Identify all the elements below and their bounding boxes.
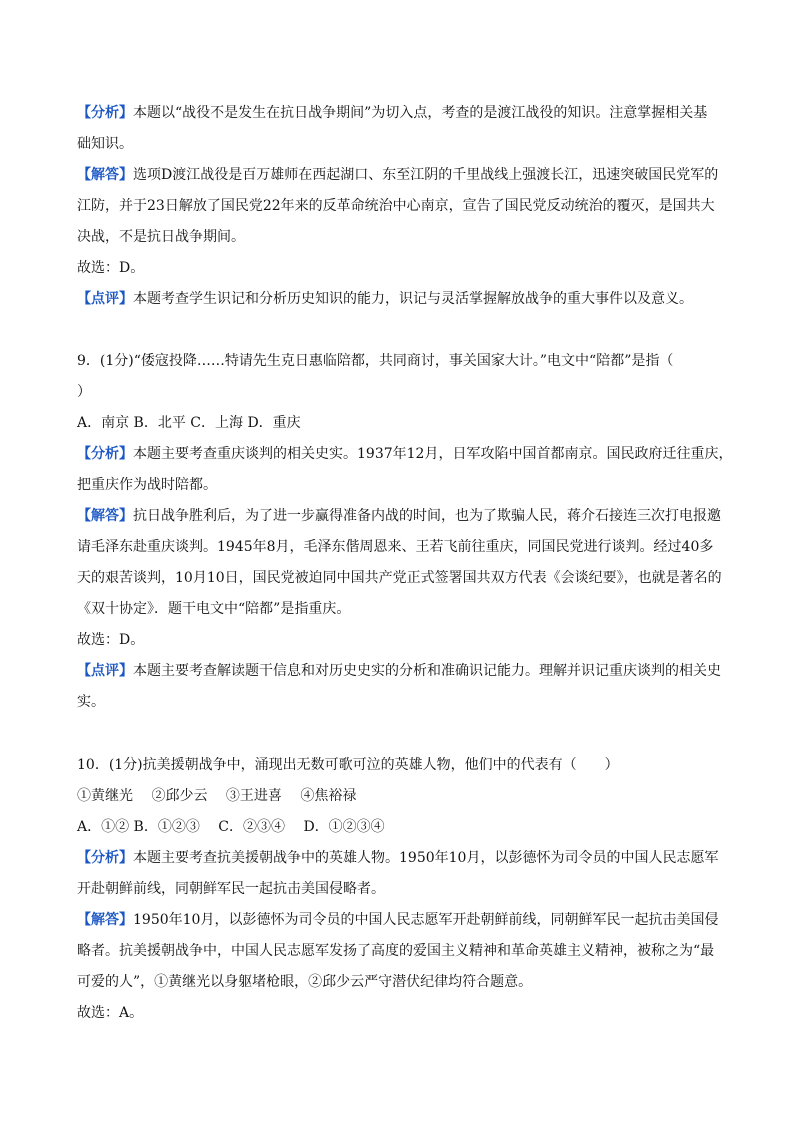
comment-tag: 【点评】 (77, 291, 133, 307)
question-10-analysis: 【分析】本题主要考查抗美援朝战争中的英雄人物。1950年10月，以彭德怀为司令员的中国人民志愿军 开赴朝鲜前线，同朝鲜军民一起抗击美国侵略者。 (77, 850, 719, 897)
comment-section: 【点评】本题考查学生识记和分析历史知识的能力，识记与灵活掌握解放战争的重大事件以及意义。 (77, 291, 693, 307)
question-10-stem: 10．(1分)抗美援朝战争中，涌现出无数可歌可泣的英雄人物，他们中的代表有（ ） (77, 757, 619, 773)
question-10-answer: 【解答】1950年10月，以彭德怀为司令员的中国人民志愿军开赴朝鲜前线，同朝鲜军民一起抗击美国侵 略者。抗美援朝战争中，中国人民志愿军发扬了高度的爱国主义精神和革命英雄主义精神，被称之为“最 可爱的人”，①黄继光以身躯堵枪眼，②邱少云严守潜伏纪律均符合题意。 (77, 912, 719, 990)
analysis-tag: 【分析】 (77, 446, 133, 462)
analysis-tag: 【分析】 (77, 850, 133, 866)
comment-tag: 【点评】 (77, 663, 133, 679)
question-9-analysis: 【分析】本题主要考查重庆谈判的相关史实。1937年12月，日军攻陷中国首都南京。国民政府迁往重庆， 把重庆作为战时陪都。 (77, 446, 733, 493)
analysis-section: 【分析】本题以“战役不是发生在抗日战争期间”为切入点，考查的是渡江战役的知识。注意掌握相关基 础知识。 (77, 105, 708, 152)
question-10-options: A．①② B．①②③ C．②③④ D．①②③④ (77, 819, 385, 835)
answer-section: 【解答】选项D渡江战役是百万雄师在西起湖口、东至江阴的千里战线上强渡长江，迅速突破国民党军的 江防，并于23日解放了国民党22年来的反革命统治中心南京，宣告了国民党反动统治的覆灭，是国共大 决战，不是抗日战争期间。 (77, 167, 719, 245)
question-10-items: ①黄继光 ②邱少云 ③王进喜 ④焦裕禄 (77, 788, 357, 804)
question-9-answer: 【解答】抗日战争胜利后，为了进一步赢得准备内战的时间，也为了欺骗人民，蒋介石接连三次打电报邀 请毛泽东赴重庆谈判。1945年8月，毛泽东偕周恩来、王若飞前往重庆，同国民党进行谈判。经过40多 天的艰苦谈判，10月10日，国民党被迫同中国共产党正式签署国共双方代表《会谈纪要》，也就是著名的 《双十协定》．题干电文中“陪都”是指重庆。 (77, 508, 722, 617)
answer-tag: 【解答】 (77, 167, 133, 183)
question-9-stem: 9．(1分)“倭寇投降……特请先生克日惠临陪都，共同商讨，事关国家大计。”电文中“陪都”是指（ ） (77, 353, 674, 400)
question-9-options: A．南京 B．北平 C．上海 D．重庆 (77, 415, 301, 431)
question-9-choice: 故选：D。 (77, 632, 145, 648)
question-10-choice: 故选：A。 (77, 1005, 144, 1021)
question-9-comment: 【点评】本题主要考查解读题干信息和对历史史实的分析和准确识记能力。理解并识记重庆谈判的相关史 实。 (77, 663, 721, 710)
analysis-tag: 【分析】 (77, 105, 133, 121)
choice-line: 故选：D。 (77, 260, 145, 276)
answer-tag: 【解答】 (77, 912, 133, 928)
answer-tag: 【解答】 (77, 508, 133, 524)
